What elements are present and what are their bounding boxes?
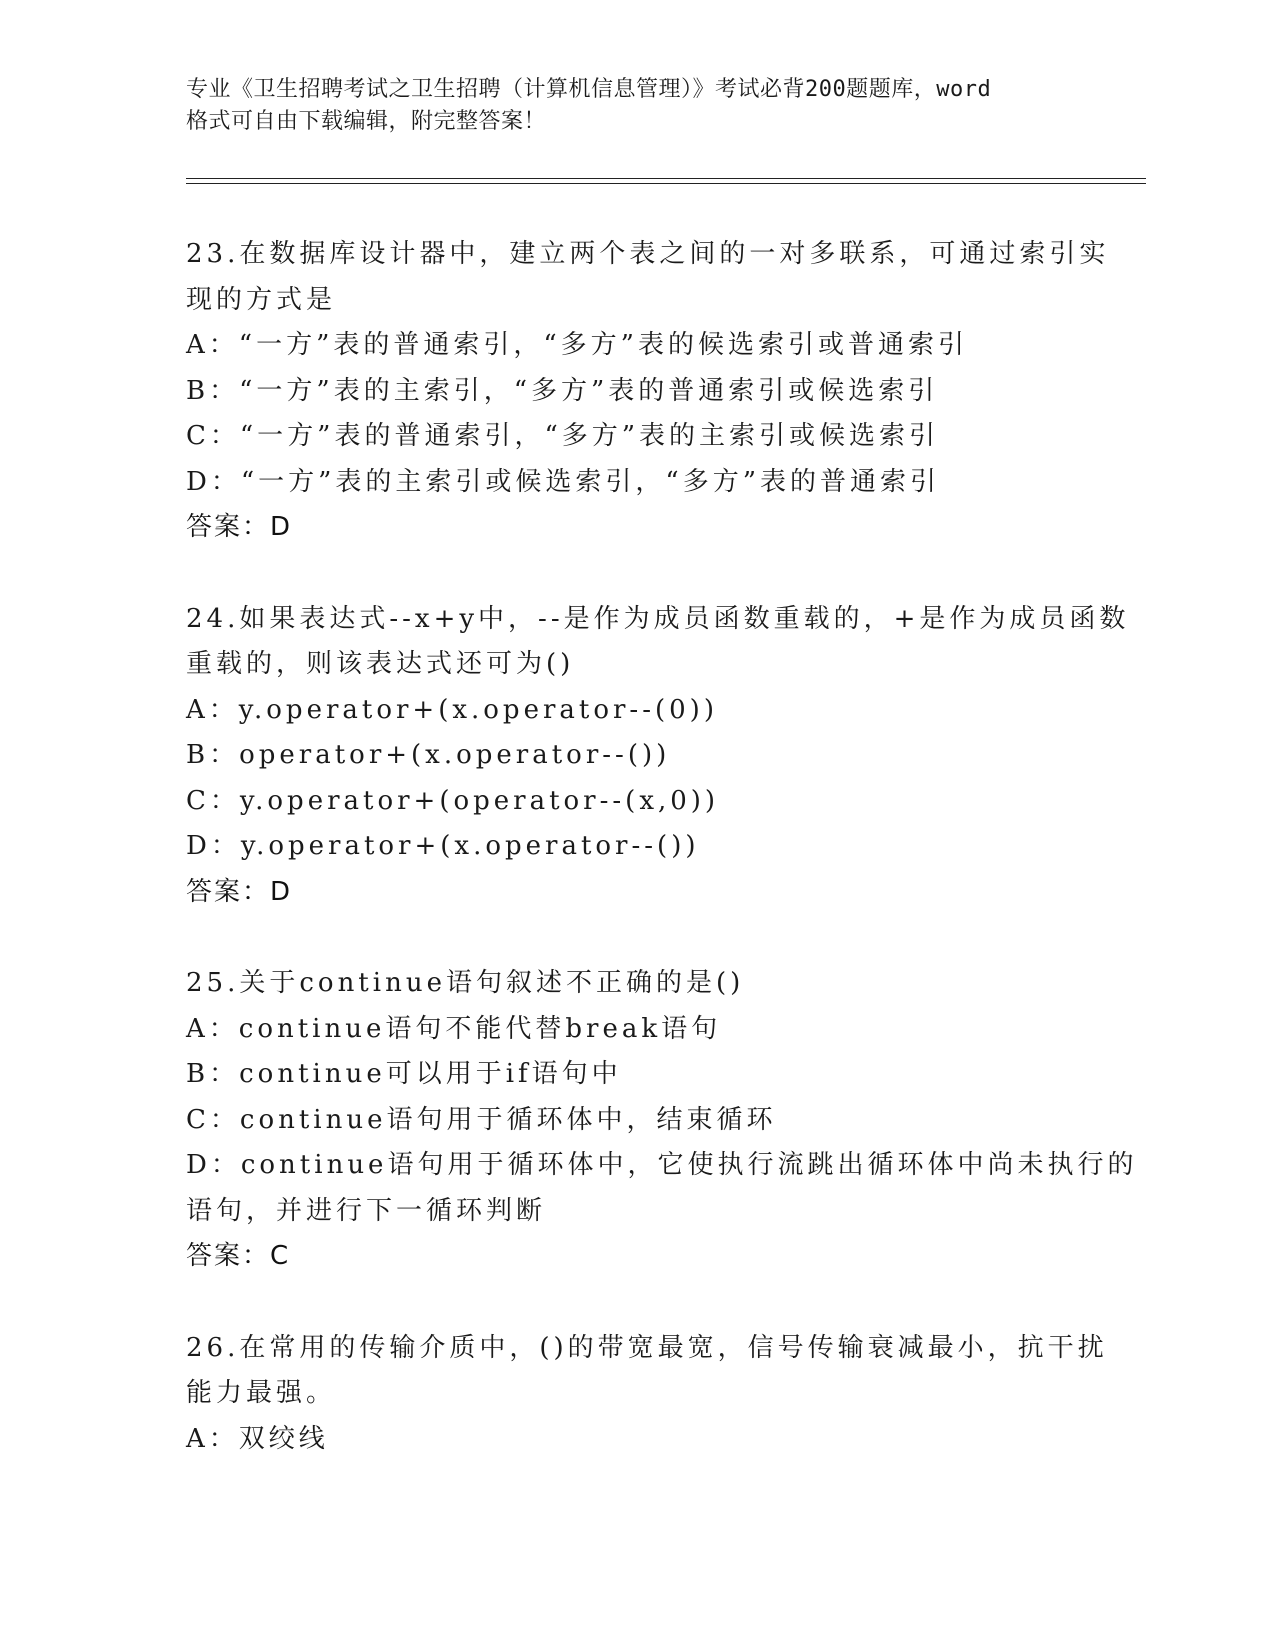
question-23 xyxy=(186,232,1110,551)
question-25 xyxy=(186,961,1138,1280)
header-divider-bottom xyxy=(186,183,1146,184)
question-stem-line: 23.在数据库设计器中，建立两个表之间的一对多联系，可通过索引实 xyxy=(186,239,1110,269)
question-stem-line: 24.如果表达式--x+y中，--是作为成员函数重载的，+是作为成员函数 xyxy=(186,603,1130,634)
question-stem-line: 现的方式是 xyxy=(186,284,337,315)
header-divider-top xyxy=(186,178,1146,179)
option-c: C：“一方”表的普通索引，“多方”表的主索引或候选索引 xyxy=(186,421,940,451)
option-d: D：y.operator+(x.operator--()) xyxy=(186,831,700,861)
question-26 xyxy=(186,1326,1108,1463)
option-b: B：“一方”表的主索引，“多方”表的普通索引或候选索引 xyxy=(186,375,939,406)
question-stem-line: 能力最强。 xyxy=(186,1378,337,1408)
option-d: D：“一方”表的主索引或候选索引，“多方”表的普通索引 xyxy=(186,466,941,497)
header-line-1: 专业《卫生招聘考试之卫生招聘（计算机信息管理）》考试必背200题题库，word xyxy=(186,77,992,102)
option-d-continued: 语句，并进行下一循环判断 xyxy=(186,1195,547,1226)
option-b: B：continue可以用于if语句中 xyxy=(186,1059,622,1089)
header-line-2: 格式可自由下载编辑，附完整答案！ xyxy=(186,109,547,134)
option-c: C：y.operator+(operator--(x,0)) xyxy=(186,785,720,816)
option-a: A：双绞线 xyxy=(186,1423,329,1454)
document-header xyxy=(186,74,1086,138)
question-stem-line: 重载的，则该表达式还可为() xyxy=(186,649,575,679)
option-b: B：operator+(x.operator--()) xyxy=(186,740,671,770)
option-c: C：continue语句用于循环体中，结束循环 xyxy=(186,1104,777,1135)
answer: 答案：D xyxy=(186,876,293,907)
answer: 答案：C xyxy=(186,1241,291,1271)
option-a: A：y.operator+(x.operator--(0)) xyxy=(186,694,718,725)
option-a: A：“一方”表的普通索引，“多方”表的候选索引或普通索引 xyxy=(186,330,968,360)
option-a: A：continue语句不能代替break语句 xyxy=(186,1013,722,1044)
question-24 xyxy=(186,597,1130,916)
question-stem-line: 25.关于continue语句叙述不正确的是() xyxy=(186,968,745,998)
question-list xyxy=(186,232,1138,1508)
answer: 答案：D xyxy=(186,512,293,542)
question-stem-line: 26.在常用的传输介质中，()的带宽最宽，信号传输衰减最小，抗干扰 xyxy=(186,1332,1108,1363)
option-d: D：continue语句用于循环体中，它使执行流跳出循环体中尚未执行的 xyxy=(186,1150,1138,1180)
